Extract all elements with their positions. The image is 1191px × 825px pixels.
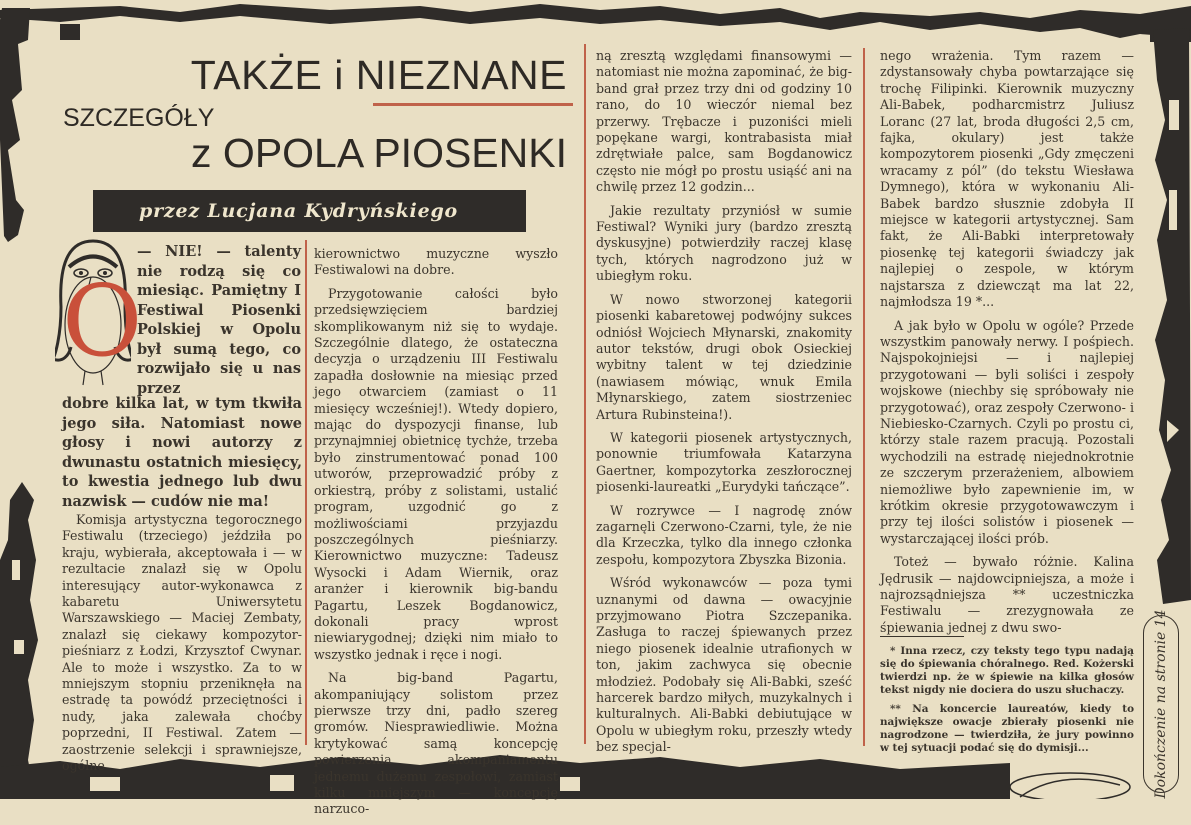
paragraph: A jak było w Opolu w ogóle? Przede wszystkim panowały nerwy. I pośpiech. Najspokojniejsi — i najlepiej przygotowani — byli soliści i zespoły wojskowe (niechby się spróbowały nie przygotować), oraz zespoły Czerwono- i Niebiesko-Czarnych. Czyli po prostu ci, którzy stale razem pracują. Pozostali wychodzili na estradę niejednokrotnie ze szczerym przerażeniem, albowiem niemożliwe było zapewnienie im, w krótkim okresie przygotowawczym i przy tej ilości solistów i piosenek — wystarczającej ilości prób. [880,317,1134,546]
author-byline: przez Lucjana Kydryńskiego [93,190,526,232]
paragraph: Jakie rezultaty przyniósł w sumie Festiwal? Wyniki jury (bardzo zresztą dyskusyjne) potwierdziły raczej klasę tych, których nagrodzono już w ubiegłym roku. [596,202,852,284]
article-column-2 [314,246,558,825]
paragraph: Komisja artystyczna tegorocznego Festiwalu (trzeciego) jeździła po kraju, wybierała, akceptowała i — w rezultacie znalazł się w Opolu interesujący autor-wykonawca z kabaretu Uniwersytetu Warszawskiego — Maciej Zembaty, znalazł się ciekawy kompozytor-pieśniarz z Łodzi, Krzysztof Cwynar. Ale to może i wszystko. Za to w mniejszym stopniu przeniknęła na estradę ta powódź przeciętności i nudy, jaka zalewała choćby poprzedni, II Festiwal. Zatem — zaostrzenie selekcji i sprawniejsze, ogólne [62,512,302,774]
decorative-border-top [0,0,1191,40]
paragraph: W kategorii piosenek artystycznych, ponownie triumfowała Katarzyna Gaertner, kompozytorka zeszłorocznej piosenki-laureatki „Eurydyki tańczące”. [596,429,852,495]
decorative-border-left [0,0,48,799]
headline-subword: SZCZEGÓŁY [63,104,215,132]
lead-paragraph-part2: dobre kilka lat, w tym tkwiła jego siła. Natomiast nowe głosy i nowi autorzy z dwunastu ostatnich miesięcy, to kwestia jednego lub dwu nazwisk — cudów nie ma! [62,395,302,510]
headline-line-1: TAKŻE i NIEZNANE [190,52,567,98]
paragraph: nego wrażenia. Tym razem — zdystansowały chyba powtarzające się trochę Filipinki. Kierownik muzyczny Ali-Babek, podharcmistrz Juliusz Loranc (27 lat, broda długości 2,5 cm, fajka, okulary) jest także kompozytorem piosenki „Gdy zmęczeni wracamy z pól” (do tekstu Wiesława Dymnego), która w wykonaniu Ali-Babek bardzo słusznie zdobyła II miejsce w kategorii artystycznej. Sam fakt, że Ali-Babki interpretowały piosenkę tej kategorii świadczy jak najlepiej o zespole, w którym najstarsza z dziewcząt ma lat 22, najmłodsza 19 *... [880,48,1134,310]
paragraph: Wśród wykonawców — poza tymi uznanymi od dawna — owacyjnie przyjmowano Piotra Szczepanika. Zasługa to raczej śpiewanych przez niego piosenek idealnie utrafionych w ton, jakim zachwyca się obecnie młodzież. Podobały się Ali-Babki, sześć harcerek bardzo miłych, muzykalnych i kulturalnych. Ali-Babki debiutujące w Opolu w ubiegłym roku, przeszły wtedy bez specjal- [596,575,852,755]
column-divider [305,240,307,745]
paragraph: W nowo stworzonej kategorii piosenki kabaretowej podwójny sukces odniósł Wojciech Młynarski, znakomity autor tekstów, drugi obok Osieckiej wybitny talent w tej dziedzinie (nawiasem mówiąc, wnuk Emila Młynarskiego, zatem siostrzeniec Artura Rubinsteina!). [596,291,852,422]
footnotes [880,645,1134,761]
footnote-1: * Inna rzecz, czy teksty tego typu nadają się do śpiewania chóralnego. Red. Kożerski twierdzi np. że w śpiewie na kilka głosów tekst nigdy nie dociera do uszu słuchaczy. [880,645,1134,696]
paragraph: W rozrywce — I nagrodę znów zagarnęli Czerwono-Czarni, tyle, że nie dla Krzeczka, tylko dla innego członka zespołu, kompozytora Zbyszka Bizonia. [596,502,852,567]
paragraph: Toteż — bywało różnie. Kalina Jędrusik — najdowcipniejsza, a może i najrozsądniejsza ** uczestniczka Festiwalu — zrezygnowała ze śpiewania jednej z dwu swo- [880,554,1134,635]
paragraph: ną zresztą względami finansowymi — natomiast nie można zapominać, że big-band grał przez trzy dni od godziny 10 rano, do 10 wieczór niemal bez przerwy. Trębacze i puzoniści mieli popękane wargi, kontrabasista miał zdrętwiałe palce, sam Bogdanowicz często nie mógł po prostu usiąść ani na chwilę przez 12 godzin... [596,48,852,195]
continued-on-page-note [1143,609,1179,799]
column-divider [863,48,865,746]
paragraph: Przygotowanie całości było przedsięwzięciem bardziej skomplikowanym niż się to wydaje. Szczególnie dlatego, że ostateczna decyzja o urządzeniu III Festiwalu zapadła dosłownie na miesiąc przed jego otwarciem (zamiast o 11 miesięcy wcześniej!). Wtedy dopiero, mając do dyspozycji finanse, lub przynajmniej obietnicę tychże, trzeba było zinstrumentować ponad 100 utworów, przeprowadzić próby z orkiestrą, próby z solistami, ustalić program, uzgodnić go z możliwościami przyjazdu poszczególnych pieśniarzy. Kierownictwo muzyczne: Tadeusz Wysocki i Adam Wiernik, oraz aranżer i kierownik big-bandu Pagartu, Leszek Bogdanowicz, dokonali pracy wprost niewiarygodnej; dzięki nim miało to wszystko jednak i ręce i nogi. [314,285,558,662]
drop-cap-letter: O [62,265,143,379]
paragraph: Na big-band Pagartu, akompaniujący solistom przez pierwsze trzy dni, padło szereg gromów. Niesprawiedliwie. Można krytykować samą koncepcję powierzenia akompaniamentu jednemu dużemu zespołowi, zamiast kilku mniejszym — koncepcję narzuco- [314,670,558,817]
lead-paragraph-part1: — NIE! — talenty nie rodzą się co miesiąc. Pamiętny I Festiwal Piosenki Polskiej w Opolu był sumą tego, co rozwijało się u nas przez [137,243,301,397]
article-column-1 [62,512,302,782]
article-column-4 [880,48,1134,643]
article-column-3 [596,48,852,763]
continued-label: Dokończenie na stronie 14 [1153,609,1169,799]
headline-line-2: z OPOLA PIOSENKI [191,130,567,176]
footnote-separator [880,636,964,637]
column-divider [584,44,586,744]
article-headline [55,48,575,188]
footnote-2: ** Na koncercie laureatów, kiedy to największe owacje zbierały piosenki nie nagrodzone — twierdziła, że jury powinno w tej sytuacji podać się do dymisji... [880,703,1134,754]
paragraph: kierownictwo muzyczne wyszło Festiwalowi na dobre. [314,246,558,278]
headline-underline [373,103,573,106]
